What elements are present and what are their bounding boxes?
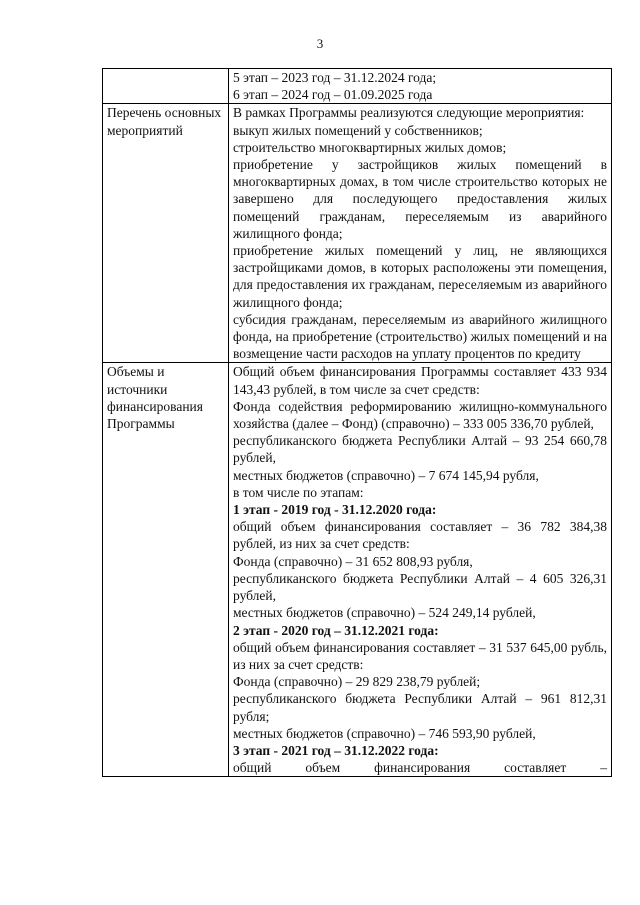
stage-5-line: 5 этап – 2023 год – 31.12.2024 года; <box>233 70 437 85</box>
stage-1-local: местных бюджетов (справочно) – 524 249,14 рублей, <box>233 605 536 621</box>
stage-2-total: общий объем финансирования составляет – 31 537 645,00 рубль, из них за счет средств: <box>233 639 607 672</box>
stage-1-total: общий объем финансирования составляет – 36 782 384,38 рублей, из них за счет средств: <box>233 519 607 552</box>
row-content-measures <box>229 104 612 363</box>
financing-total: Общий объем финансирования Программы составляет 433 934 143,43 рублей, в том числе за счет средств: <box>233 364 607 397</box>
row-content <box>229 69 612 104</box>
program-passport-table <box>102 68 612 777</box>
row-content-financing <box>229 363 612 777</box>
measure-item: выкуп жилых помещений у собственников; <box>233 122 483 138</box>
measure-item: приобретение у застройщиков жилых помещений в многоквартирных домах, в том числе строительство которых не завершено для последующего предоставления жилых помещений гражданам, переселяемым из аварийного жилищного фонда; <box>233 157 607 241</box>
measure-item: строительство многоквартирных жилых домов; <box>233 139 507 155</box>
page-number: 3 <box>316 36 324 51</box>
stage-6-line: 6 этап – 2024 год – 01.09.2025 года <box>233 87 433 103</box>
stage-3-heading: 3 этап - 2021 год – 31.12.2022 года: <box>233 742 439 758</box>
financing-stages-intro: в том числе по этапам: <box>233 484 364 500</box>
table-row <box>103 363 612 777</box>
measure-item: субсидия гражданам, переселяемым из аварийного жилищного фонда, на приобретение (строительство) жилых помещений и на возмещение части расходов на уплату процентов по кредиту <box>233 311 607 362</box>
row-label-measures: Перечень основных мероприятий <box>103 104 229 363</box>
stage-2-fund: Фонда (справочно) – 29 829 238,79 рублей; <box>233 674 481 690</box>
row-label-financing: Объемы и источники финансирования Программы <box>103 363 229 777</box>
stage-2-local: местных бюджетов (справочно) – 746 593,90 рублей, <box>233 725 536 741</box>
stage-1-fund: Фонда (справочно) – 31 652 808,93 рубля, <box>233 553 473 569</box>
measures-intro: В рамках Программы реализуются следующие мероприятия: <box>233 105 585 121</box>
stage-1-heading: 1 этап - 2019 год - 31.12.2020 года: <box>233 502 437 518</box>
row-label <box>103 69 229 104</box>
table-row <box>103 69 612 104</box>
stage-2-republic: республиканского бюджета Республики Алтай – 961 812,31 рубля; <box>233 691 607 724</box>
table-row <box>103 104 612 363</box>
financing-fund: Фонда содействия реформированию жилищно-коммунального хозяйства (далее – Фонд) (справочно) – 333 005 336,70 рублей, <box>233 398 607 432</box>
stage-2-heading: 2 этап - 2020 год – 31.12.2021 года: <box>233 622 439 638</box>
stage-1-republic: республиканского бюджета Республики Алтай – 4 605 326,31 рублей, <box>233 570 607 604</box>
financing-local: местных бюджетов (справочно) – 7 674 145,94 рубля, <box>233 467 539 483</box>
stage-3-total: общий объем финансирования составляет – <box>233 760 607 776</box>
measure-item: приобретение жилых помещений у лиц, не являющихся застройщиками домов, в которых расположены эти помещения, для предоставления их гражданам, переселяемым из аварийного жилищного фонда; <box>233 243 607 310</box>
financing-republic: республиканского бюджета Республики Алтай – 93 254 660,78 рублей, <box>233 433 607 466</box>
